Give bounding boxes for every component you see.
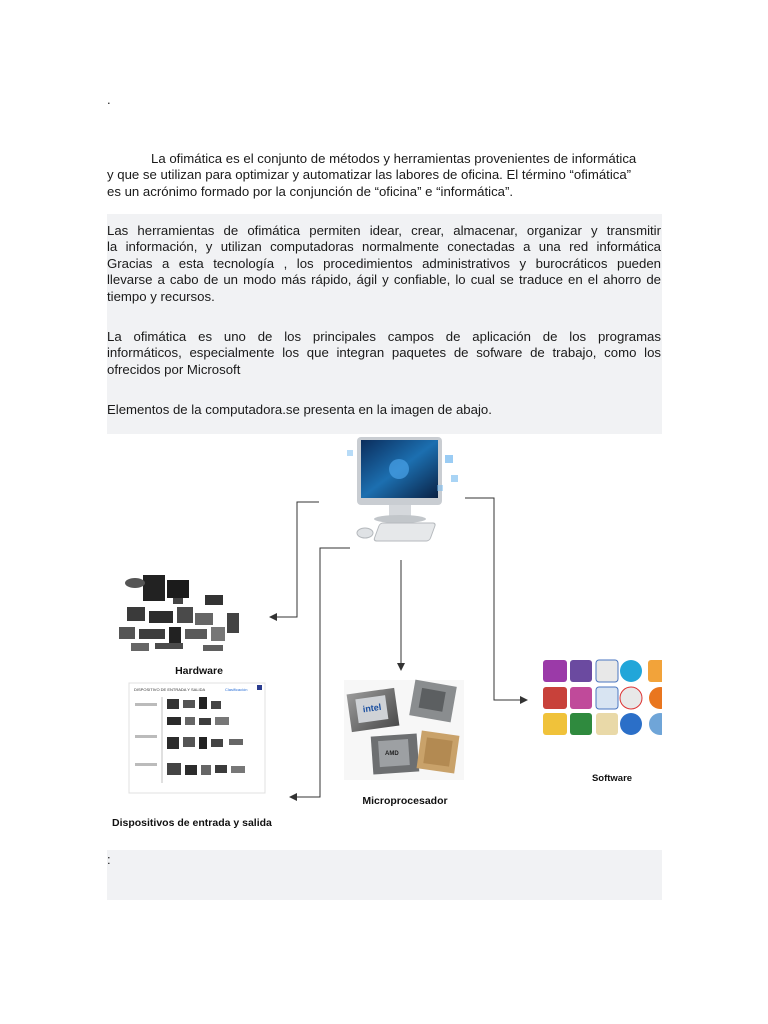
bottom-mark: : [107, 852, 111, 867]
outlook-icon [543, 713, 567, 735]
applications-line-2: informáticos, especialmente los que integran paquetes de sofware de trabajo, como los [107, 345, 661, 361]
hardware-label: Hardware [175, 665, 223, 677]
tools-line-3: Gracias a esta tecnología , los procedimientos administrativos y burocráticos pueden [107, 255, 661, 271]
devices-image [129, 683, 265, 793]
intro-paragraph [107, 151, 661, 200]
microprocessor-image [344, 680, 464, 780]
processor-label: Microprocesador [362, 795, 448, 807]
computer-elements-diagram [107, 435, 662, 840]
top-mark: . [107, 92, 111, 107]
shaded-bottom-block [107, 850, 662, 900]
hardware-arrow [270, 502, 319, 617]
firefox-icon [649, 687, 662, 709]
software-label: Software [591, 773, 633, 784]
notepad-icon [596, 713, 618, 735]
messenger-icon [649, 713, 662, 735]
tools-paragraph [107, 223, 661, 305]
chip-brand-amd: AMD [385, 751, 399, 757]
excel-icon [570, 713, 592, 735]
onenote-icon [543, 660, 567, 682]
hardware-image [119, 575, 239, 651]
skype-icon [620, 660, 642, 682]
intro-line-1: La ofimática es el conjunto de métodos y herramientas provenientes de informática [151, 151, 637, 166]
applications-line-1: La ofimática es uno de los principales campos de aplicación de los programas [107, 329, 661, 344]
publisher-icon [570, 660, 592, 682]
applications-line-3: ofrecidos por Microsoft [107, 361, 241, 377]
windows-icon [620, 713, 642, 735]
devices-arrow [290, 548, 350, 797]
access-icon [570, 687, 592, 709]
devices-panel-title: DISPOSITIVO DE ENTRADA Y SALIDA [134, 687, 206, 692]
office-icon [648, 660, 662, 682]
devices-label: Dispositivos de entrada y salida [112, 817, 272, 829]
word-doc-icon [596, 660, 618, 682]
acrobat-icon [620, 687, 642, 709]
tools-line-1: Las herramientas de ofimática permiten idear, crear, almacenar, organizar y transmitir [107, 223, 661, 238]
tools-line-2: la información, y utilizan computadoras normalmente conectadas a una red informática [107, 239, 661, 255]
computer-icon [347, 437, 458, 541]
elements-paragraph: Elementos de la computadora.se presenta en la imagen de abajo. [107, 402, 492, 417]
software-image [543, 660, 662, 735]
chip-brand: intel [362, 701, 382, 715]
diagram-canvas [107, 435, 662, 840]
calendar-icon [596, 687, 618, 709]
devices-panel-subtitle: Clasificación [225, 687, 248, 692]
intro-line-3: es un acrónimo formado por la conjunción de “oficina” e “informática”. [107, 183, 514, 199]
intro-line-2: y que se utilizan para optimizar y automatizar las labores de oficina. El término “ofimática” [107, 167, 632, 183]
tools-line-5: tiempo y recursos. [107, 288, 215, 304]
tools-line-4: llevarse a cabo de un modo más rápido, ágil y confiable, lo cual se traduce en el ahorro de [107, 272, 661, 288]
applications-paragraph [107, 329, 661, 378]
software-arrow [465, 498, 527, 700]
powerpoint-icon [543, 687, 567, 709]
